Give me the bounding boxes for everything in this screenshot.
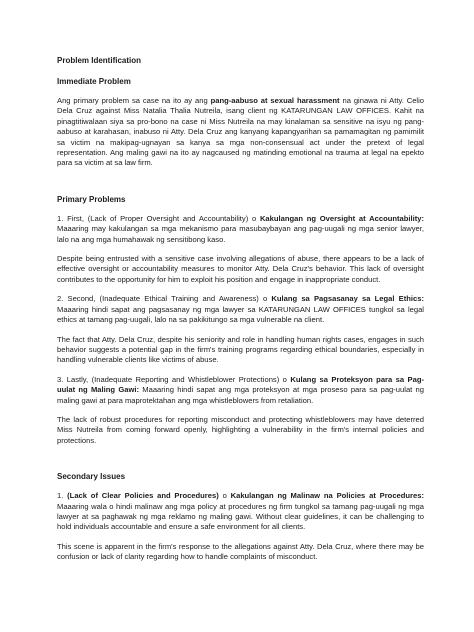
primary-problem-2: 2. Second, (Inadequate Ethical Training and Awareness) o Kulang sa Pagsasanay sa Legal Ethics: Maaaring hindi sapat ang pagsasanay ng mga lawyer sa KATARUNGAN LAW OFFICES tungkol sa legal ethics at tamang pag-uugali, lalo na sa pakikitungo sa mga vulnerable na client.: [57, 294, 424, 325]
secondary-issue-1-explanation: This scene is apparent in the firm's response to the allegations against Atty. Dela Cruz, where there may be confusion or lack of clarity regarding how to handle complaints of misconduct.: [57, 541, 424, 562]
primary-problems-heading: Primary Problems: [57, 194, 126, 204]
problem-identification-heading: Problem Identification: [57, 56, 142, 65]
primary-problem-1-explanation: Despite being entrusted with a sensitive case involving allegations of abuse, there appears to be a lack of effective oversight or accountability measures to monitor Atty. Dela Cruz's behavior. This lack of oversight contributes to the opportunity for him to exploit his position and engage in inappropriate conduct.: [57, 254, 424, 284]
primary-problem-3: 3. Lastly, (Inadequate Reporting and Whistleblower Protections) o Kulang sa Proteksyon para sa Pag-uulat ng Maling Gawi: Maaaring hindi sapat ang mga proteksyon at mga proseso para sa pag-uulat ng maling gawi at para maprotektahan ang mga whistleblowers from retaliation.: [57, 374, 425, 405]
primary-problem-2-explanation: The fact that Atty. Dela Cruz, despite his seniority and role in handling human rights cases, engages in such behavior suggests a potential gap in the firm's training programs regarding ethical boundaries, especially in handling vulnerable clients like victims of abuse.: [57, 334, 424, 365]
secondary-issues-heading: Secondary Issues: [57, 472, 126, 482]
primary-problem-3-explanation: The lack of robust procedures for reporting misconduct and protecting whistleblowers may have deterred Miss Nutreila from coming forward openly, highlighting a vulnerability in the firm's internal policies and protections.: [57, 414, 424, 445]
primary-problem-1: 1. First, (Lack of Proper Oversight and Accountability) o Kakulangan ng Oversight at Accountability: Maaaring may kakulangan sa mga mekanismo para masubaybayan ang pag-uugali ng mga senior lawyer, lalo na ang mga humahawak ng sensitibong kaso.: [57, 213, 424, 244]
secondary-issue-1: 1. (Lack of Clear Policies and Procedures) o Kakulangan ng Malinaw na Policies at Procedures: Maaaring wala o hindi malinaw ang mga policy at procedures ng firm tungkol sa tamang pag-uugali ng mga lawyer at sa paghawak ng mga reklamo ng maling gawi. Without clear guidelines, it can be challenging to hold individuals accountable and ensure a safe environment for all clients.: [57, 491, 424, 532]
immediate-problem-heading: Immediate Problem: [57, 77, 131, 86]
immediate-problem-paragraph: Ang primary problem sa case na ito ay ang pang-aabuso at sexual harassment na ginawa ni Atty. Celio Dela Cruz against Miss Natalia Thalia Nutreila, isang client ng KATARUNGAN LAW OFFICES. Kahit na pinagtitiwalaan siya sa pro-bono na case ni Miss Nutreila na may kinalaman sa sensitive na isyu ng pang-aabuso at karahasan, inabuso ni Atty. Dela Cruz ang kanyang kapangyarihan sa pamamagitan ng pamimilit sa victim na makipag-ugnayan sa kanya sa mga non-consensual act under the pretext of legal representation. Ang maling gawi na ito ay nagcaused ng matinding emotional na trauma at legal na epekto para sa victim at sa law firm.: [57, 96, 425, 168]
